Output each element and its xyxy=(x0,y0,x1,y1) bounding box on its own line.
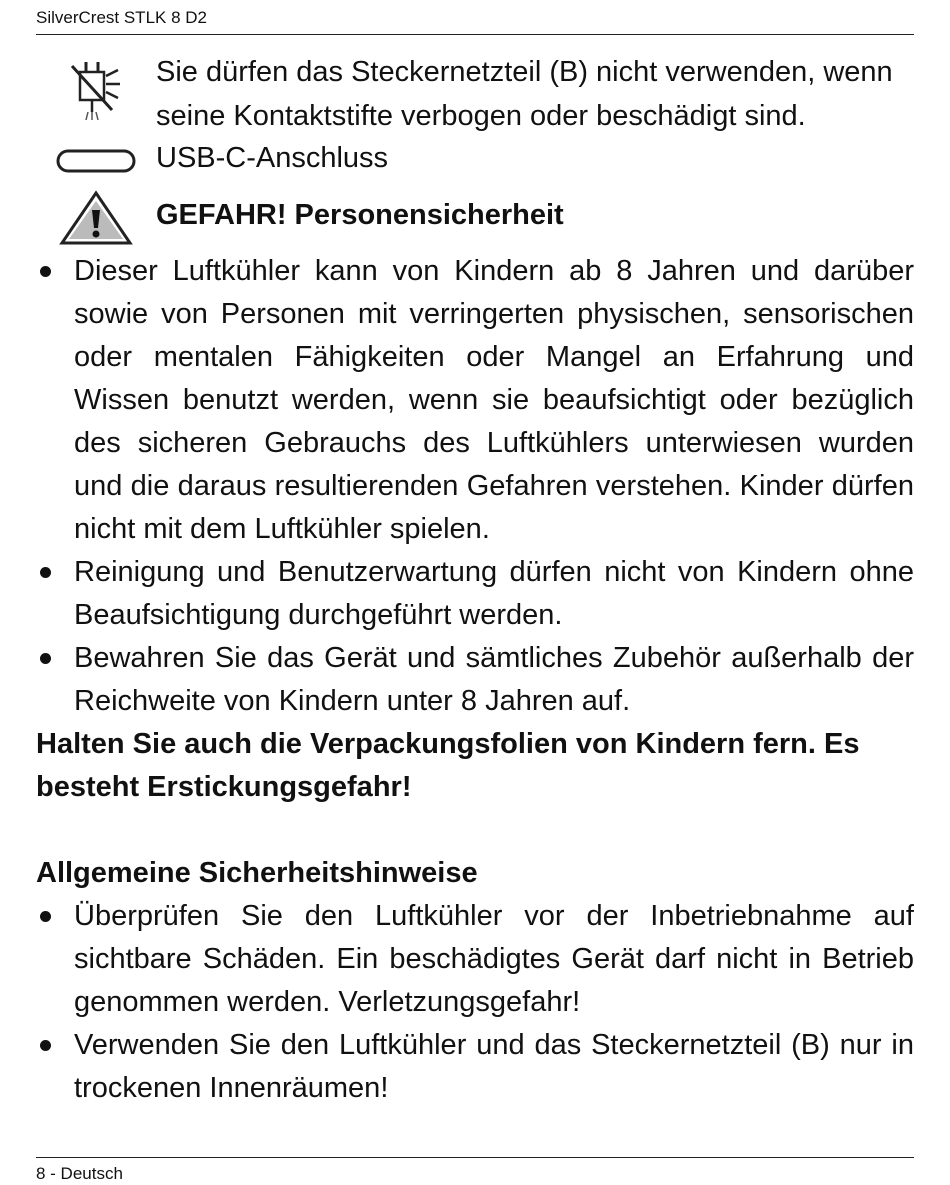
damaged-plug-icon xyxy=(66,58,126,122)
list-item: Verwenden Sie den Luftkühler und das Steckernetzteil (B) nur in trockenen Innenräumen! xyxy=(36,1024,914,1110)
list-item: Bewahren Sie das Gerät und sämtliches Zubehör außerhalb der Reichweite von Kindern unter 8 Jahren auf. xyxy=(36,637,914,723)
warning-heading: GEFAHR! Personensicherheit xyxy=(156,199,564,231)
section-title: Allgemeine Sicherheitshinweise xyxy=(36,857,478,889)
symbol-text-usb-c: USB-C-Anschluss xyxy=(156,142,389,174)
symbol-text-damaged-plug: Sie dürfen das Steckernetzteil (B) nicht verwenden, wenn seine Kontaktstifte verbogen oder beschädigt sind. xyxy=(156,56,893,132)
symbol-row-usb-c xyxy=(36,136,914,180)
page-header xyxy=(36,8,914,35)
header-text: SilverCrest STLK 8 D2 xyxy=(36,8,207,27)
packaging-warning: Halten Sie auch die Verpackungsfolien von Kindern fern. Es besteht Erstickungsgefahr! xyxy=(36,728,860,803)
symbol-row-warning xyxy=(36,190,914,246)
main-content xyxy=(36,250,914,1110)
footer-text: 8 - Deutsch xyxy=(36,1164,123,1183)
symbol-row-damaged-plug xyxy=(36,50,914,138)
usb-c-port-icon xyxy=(56,148,136,174)
child-safety-list xyxy=(36,250,914,723)
general-safety-list xyxy=(36,895,914,1110)
page-footer xyxy=(36,1157,914,1184)
warning-triangle-icon xyxy=(59,190,133,246)
list-item: Reinigung und Benutzerwartung dürfen nicht von Kindern ohne Beaufsichtigung durchgeführt werden. xyxy=(36,551,914,637)
list-item: Dieser Luftkühler kann von Kindern ab 8 Jahren und darüber sowie von Personen mit verringerten physischen, sensorischen oder mentalen Fähigkeiten oder Mangel an Erfahrung und Wissen benutzt werden, wenn sie beaufsichtigt oder bezüglich des sicheren Gebrauchs des Luftkühlers unterwiesen wurden und die daraus resultierenden Gefahren verstehen. Kinder dürfen nicht mit dem Luftkühler spielen. xyxy=(36,250,914,551)
list-item: Überprüfen Sie den Luftkühler vor der Inbetriebnahme auf sichtbare Schäden. Ein beschädigtes Gerät darf nicht in Betrieb genommen werden. Verletzungsgefahr! xyxy=(36,895,914,1024)
